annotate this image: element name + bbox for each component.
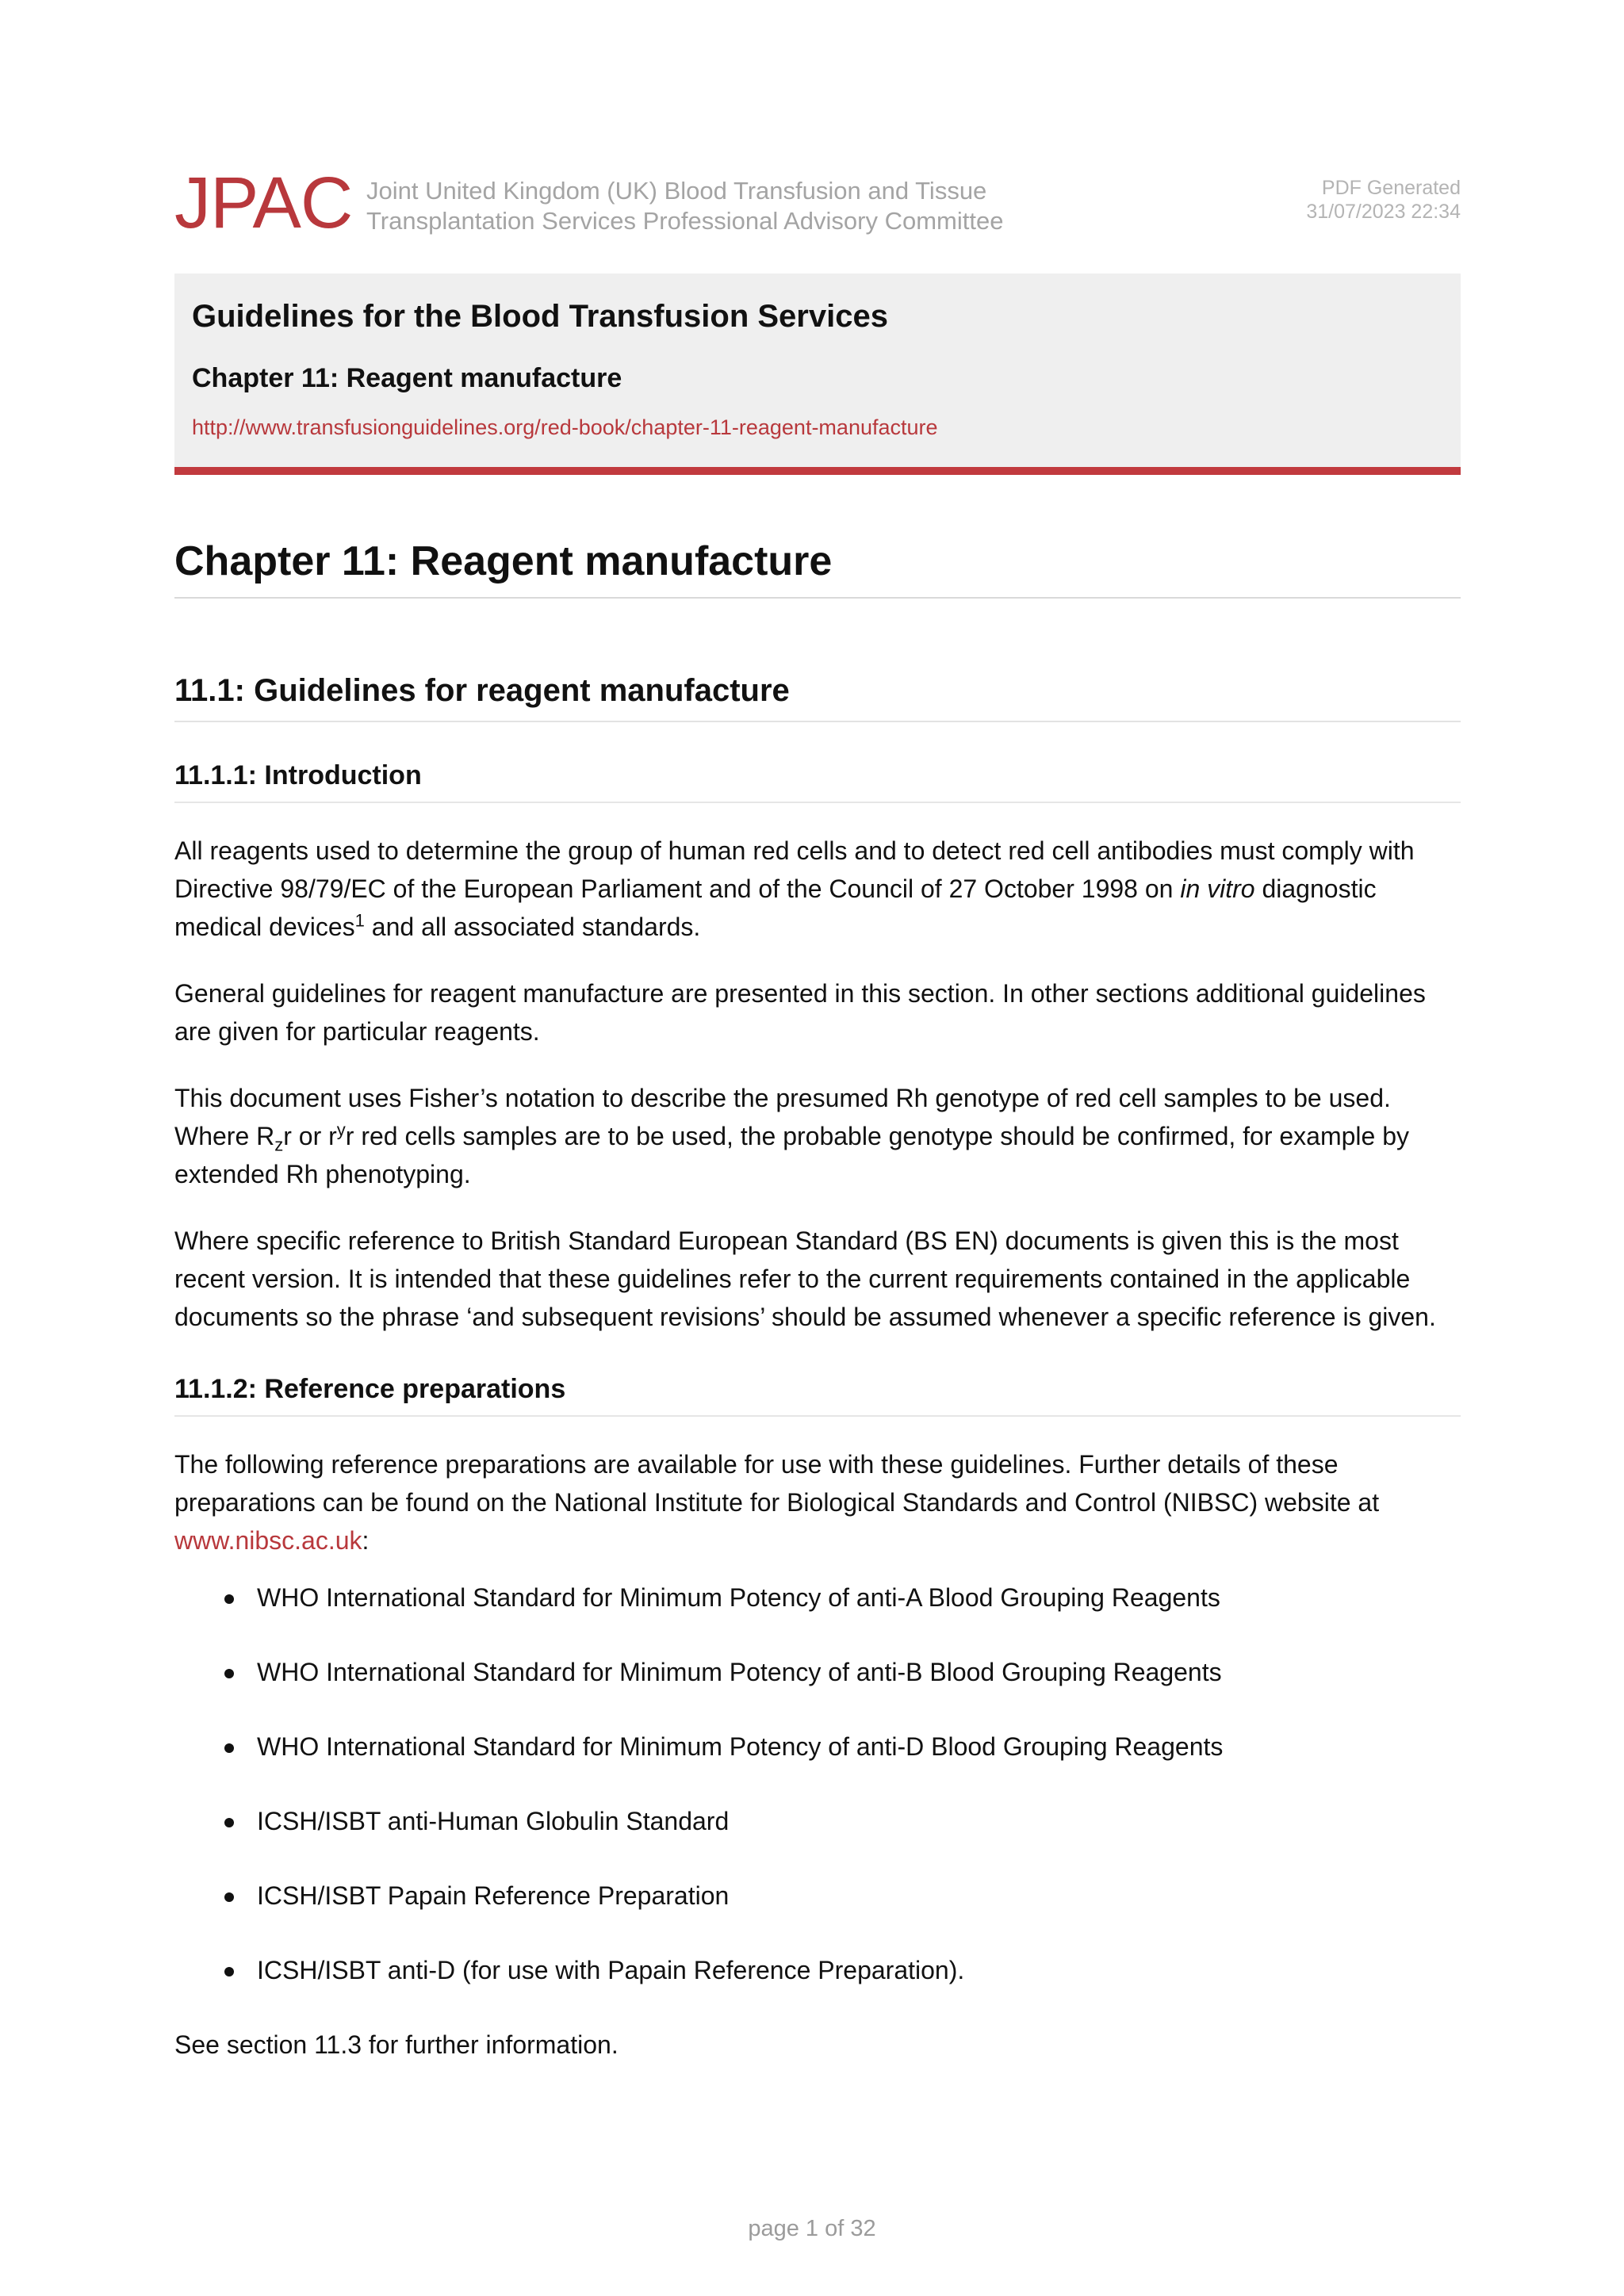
intro-paragraph-1 — [174, 832, 1461, 946]
list-item-text: WHO International Standard for Minimum Potency of anti-B Blood Grouping Reagents — [257, 1658, 1222, 1686]
bullet-icon — [224, 1594, 234, 1604]
chapter-heading: Chapter 11: Reagent manufacture — [174, 537, 1461, 599]
list-item-text: WHO International Standard for Minimum Potency of anti-D Blood Grouping Reagents — [257, 1732, 1224, 1761]
guidelines-title: Guidelines for the Blood Transfusion Services — [192, 299, 888, 334]
page-number: page 1 of 32 — [748, 2216, 876, 2241]
list-item-text: ICSH/ISBT anti-Human Globulin Standard — [257, 1807, 730, 1835]
reference-preparations-list — [174, 1578, 1461, 1989]
chapter-subtitle: Chapter 11: Reagent manufacture — [192, 363, 622, 393]
organization-name-line-1: Joint United Kingdom (UK) Blood Transfusion and Tissue — [366, 177, 987, 205]
subsection-heading-introduction: 11.1.1: Introduction — [174, 759, 1461, 803]
intro-p1-text-c: and all associated standards. — [364, 913, 701, 941]
bullet-icon — [224, 1818, 234, 1827]
refprep-text-end: : — [362, 1526, 370, 1555]
list-item — [174, 1653, 1461, 1691]
intro-paragraph-3 — [174, 1079, 1461, 1193]
list-item — [174, 1578, 1461, 1617]
chapter-url-link[interactable]: http://www.transfusionguidelines.org/red-book/chapter-11-reagent-manufacture — [192, 415, 938, 439]
list-item-text: ICSH/ISBT Papain Reference Preparation — [257, 1881, 730, 1910]
organization-name — [366, 176, 1003, 236]
intro-p3-text-a: This document uses Fisher’s notation to describe the presumed Rh genotype of red cell samples to be used. Where R — [174, 1084, 1391, 1150]
intro-p3-text-b: r or r — [283, 1122, 337, 1150]
nibsc-website-link[interactable]: www.nibsc.ac.uk — [174, 1526, 362, 1555]
document-page — [174, 163, 1461, 2064]
list-item — [174, 1728, 1461, 1766]
pdf-generated-date: 31/07/2023 22:34 — [1306, 201, 1461, 223]
bullet-icon — [224, 1669, 234, 1678]
list-item — [174, 1951, 1461, 1989]
see-also-note: See section 11.3 for further information. — [174, 2030, 619, 2059]
pdf-generated-info — [1306, 176, 1461, 224]
bullet-icon — [224, 1892, 234, 1902]
intro-p1-emphasis: in vitro — [1180, 874, 1255, 903]
refprep-text: The following reference preparations are available for use with these guidelines. Further details of these preparations can be found on the National Institute for Biological Standards and Control (NIBSC) website at — [174, 1450, 1380, 1517]
intro-p3-text-c: r red cells samples are to be used, the probable genotype should be confirmed, for example by extended Rh phenotyping. — [174, 1122, 1410, 1188]
document-header — [174, 163, 1461, 254]
pdf-generated-label: PDF Generated — [1321, 177, 1461, 199]
list-item — [174, 1877, 1461, 1915]
bullet-icon — [224, 1967, 234, 1976]
intro-p1-text-a: All reagents used to determine the group of human red cells and to detect red cell antibodies must comply with Directive 98/79/EC of the European Parliament and of the Council of 27 October 1998 on — [174, 836, 1415, 903]
intro-paragraph-4: Where specific reference to British Standard European Standard (BS EN) documents is given this is the most recent version. It is intended that these guidelines refer to the current requirements contained in the applicable documents so the phrase ‘and subsequent revisions’ should be assumed whenever a specific reference is given. — [174, 1226, 1436, 1331]
organization-name-line-2: Transplantation Services Professional Advisory Committee — [366, 207, 1004, 235]
list-item — [174, 1802, 1461, 1840]
section-heading-11-1: 11.1: Guidelines for reagent manufacture — [174, 672, 1461, 722]
list-item-text: WHO International Standard for Minimum Potency of anti-A Blood Grouping Reagents — [257, 1583, 1220, 1612]
jpac-logo: JPAC — [174, 163, 353, 243]
subsection-heading-reference-preparations: 11.1.2: Reference preparations — [174, 1372, 1461, 1417]
intro-p1-text-b: diagnostic medical devices — [174, 874, 1377, 941]
reference-preparations-paragraph — [174, 1445, 1461, 1559]
bullet-icon — [224, 1743, 234, 1753]
list-item-text: ICSH/ISBT anti-D (for use with Papain Reference Preparation). — [257, 1956, 965, 1984]
document-title-box — [174, 274, 1461, 475]
genotype-superscript: y — [336, 1119, 346, 1140]
intro-paragraph-2: General guidelines for reagent manufacture are presented in this section. In other sections additional guidelines are given for particular reagents. — [174, 979, 1426, 1046]
footnote-reference: 1 — [354, 910, 365, 931]
genotype-subscript: z — [274, 1135, 284, 1155]
